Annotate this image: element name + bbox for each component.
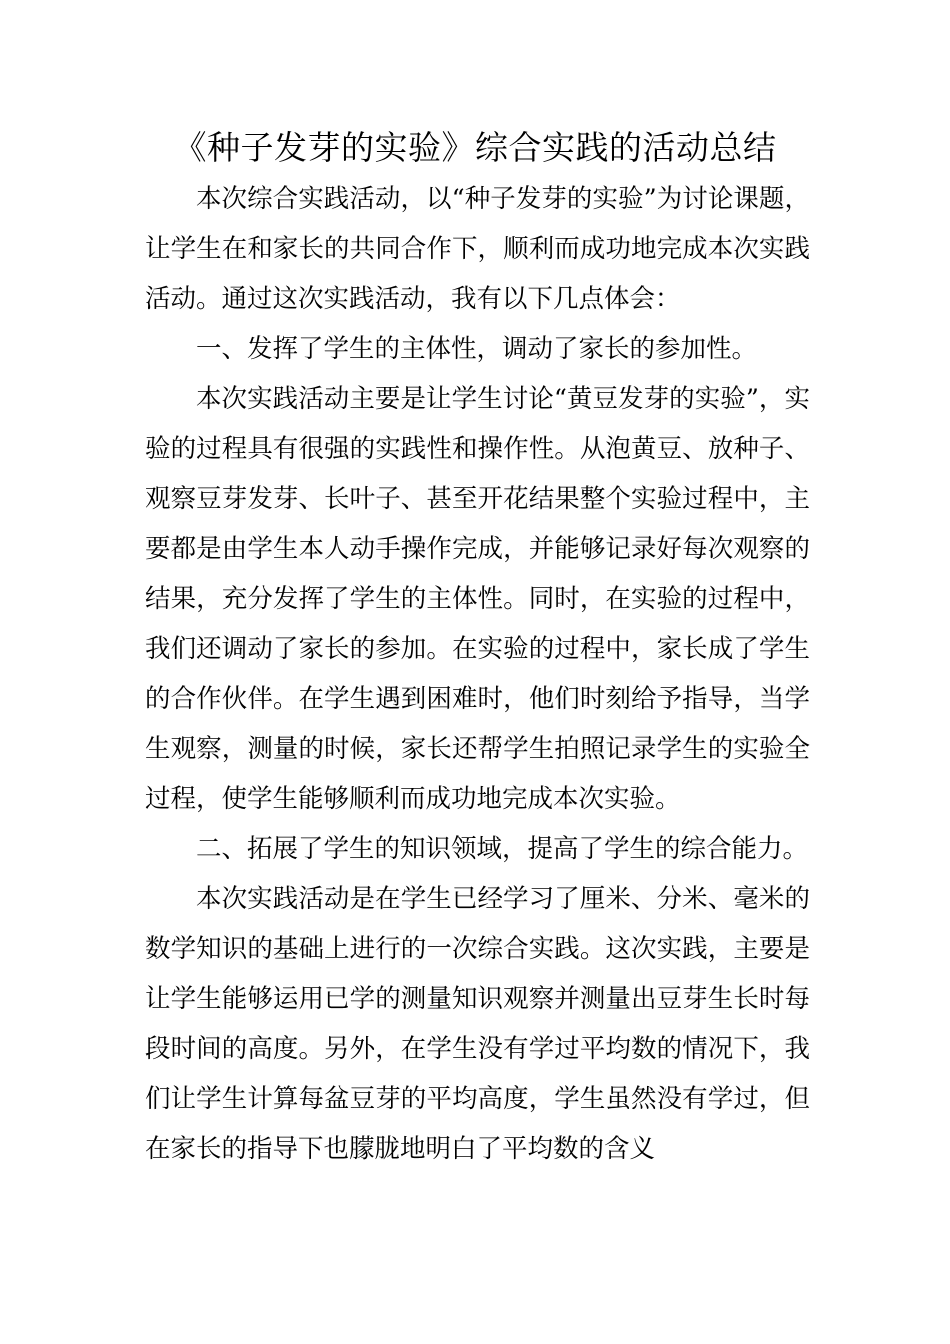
paragraph-intro: 本次综合实践活动，以“种子发芽的实验”为讨论课题，让学生在和家长的共同合作下，顺利而成功地完成本次实践活动。通过这次实践活动，我有以下几点体会：	[145, 184, 810, 314]
heading-point-one: 一、发挥了学生的主体性，调动了家长的参加性。	[196, 334, 758, 364]
heading-point-two: 二、拓展了学生的知识领域，提高了学生的综合能力。	[196, 834, 809, 864]
document-body	[145, 174, 810, 1174]
paragraph-point-one: 本次实践活动主要是让学生讨论“黄豆发芽的实验”，实验的过程具有很强的实践性和操作性。从泡黄豆、放种子、观察豆芽发芽、长叶子、甚至开花结果整个实验过程中，主要都是由学生本人动手操作完成，并能够记录好每次观察的结果，充分发挥了学生的主体性。同时，在实验的过程中，我们还调动了家长的参加。在实验的过程中，家长成了学生的合作伙伴。在学生遇到困难时，他们时刻给予指导，当学生观察，测量的时候，家长还帮学生拍照记录学生的实验全过程，使学生能够顺利而成功地完成本次实验。	[145, 384, 810, 814]
document-title: 《种子发芽的实验》综合实践的活动总结	[173, 128, 777, 167]
paragraph-point-two: 本次实践活动是在学生已经学习了厘米、分米、毫米的数学知识的基础上进行的一次综合实践。这次实践，主要是让学生能够运用已学的测量知识观察并测量出豆芽生长时每段时间的高度。另外，在学生没有学过平均数的情况下，我们让学生计算每盆豆芽的平均高度，学生虽然没有学过，但在家长的指导下也朦胧地明白了平均数的含义	[145, 884, 810, 1164]
